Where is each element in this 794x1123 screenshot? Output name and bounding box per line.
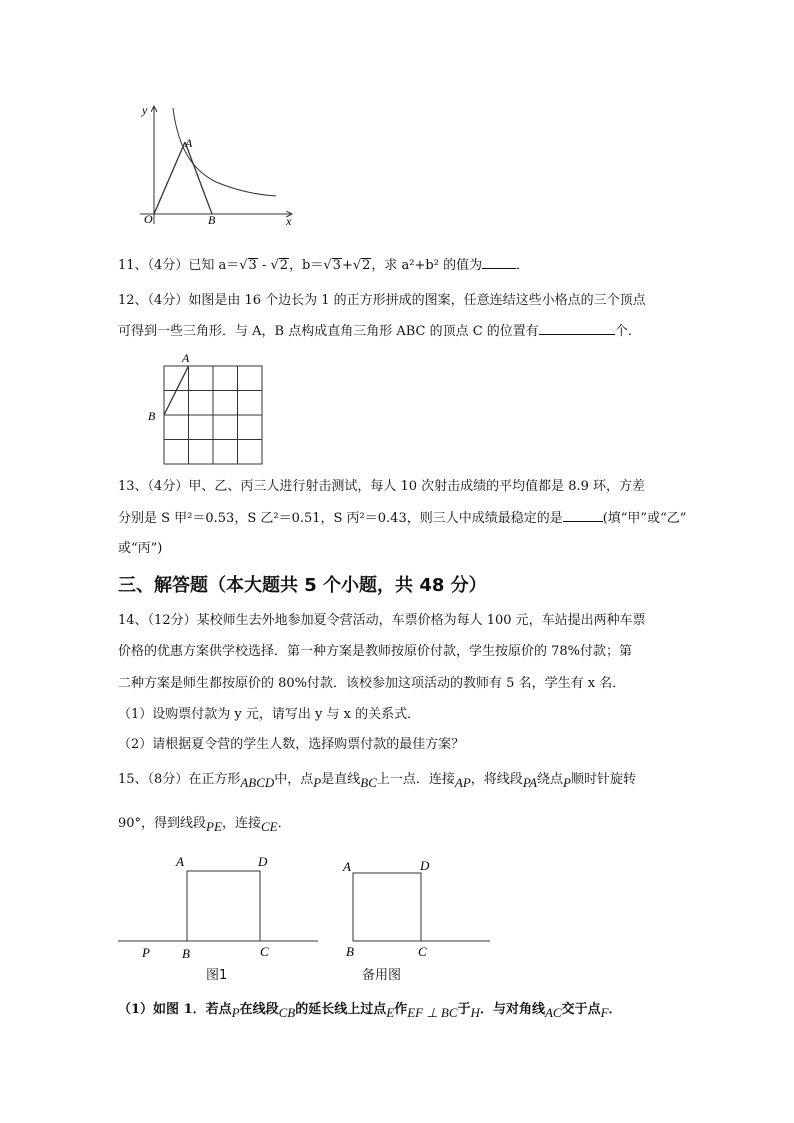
label-a: A (343, 859, 351, 874)
label-a: A (176, 854, 184, 869)
question-15-line1: 15、（8分）在正方形ABCD中，点P是直线BC上一点．连接AP，将线段PA绕点P顺时针旋转 (118, 772, 637, 790)
hyperbola-figure (130, 100, 300, 230)
question-15-line2: 90°，得到线段PE，连接CE． (118, 816, 291, 834)
question-13-line2: 分别是 S 甲²＝0.53，S 乙²＝0.51，S 丙²＝0.43，则三人中成绩最稳定的是 (填“甲”或“乙” (118, 511, 687, 526)
question-15-sub1: （1）如图 1．若点P在线段CB的延长线上过点E作EF ⊥ BC于H．与对角线AC交于点F． (118, 1002, 622, 1020)
label-o: O (144, 212, 153, 226)
label-b: B (346, 944, 354, 959)
label-c: C (418, 944, 427, 959)
label-b: B (208, 213, 216, 227)
question-14-line3: 二种方案是师生都按原价的 80%付款．该校参加这项活动的教师有 5 名，学生有 x 名． (118, 676, 626, 691)
label-a: A (182, 351, 190, 365)
label-p: P (142, 945, 150, 960)
grid-figure (140, 348, 270, 470)
label-d: D (420, 858, 430, 873)
label-b: B (182, 946, 190, 961)
sqrt-symbol: √ (323, 258, 332, 273)
question-11: 11、（4分）已知 a＝√3 - √2，b＝√3+√2，求 a²+b² 的值为 ． (118, 258, 530, 273)
answer-blank[interactable] (482, 256, 516, 269)
square-abcd (353, 873, 421, 941)
answer-blank[interactable] (563, 509, 603, 522)
question-12-line1: 12、（4分）如图是由 16 个边长为 1 的正方形拼成的图案，任意连结这些小格点的三个顶点 (118, 293, 646, 308)
label-y: y (142, 103, 148, 117)
square-abcd (187, 871, 260, 941)
segment-ab (185, 142, 212, 214)
figure-1-caption: 图1 (206, 968, 228, 983)
section-3-title: 三、解答题（本大题共 5 个小题，共 48 分） (118, 575, 487, 596)
answer-blank[interactable] (539, 322, 615, 335)
question-14-line2: 价格的优惠方案供学校选择．第一种方案是教师按原价付款，学生按原价的 78%付款；第 (118, 644, 633, 659)
question-12-line2: 可得到一些三角形．与 A，B 点构成直角三角形 ABC 的顶点 C 的位置有 个． (118, 324, 641, 339)
square-figure-1 (118, 850, 318, 965)
label-b: B (148, 409, 156, 423)
sqrt-symbol: √ (270, 258, 279, 273)
question-14-sub2: （2）请根据夏令营的学生人数，选择购票付款的最佳方案？ (118, 737, 465, 752)
backup-figure-caption: 备用图 (362, 968, 402, 983)
sqrt-symbol: √ (239, 258, 248, 273)
question-14-line1: 14、（12分）某校师生去外地参加夏令营活动，车票价格为每人 100 元，车站提出两种车票 (118, 613, 646, 628)
label-a: A (185, 136, 193, 150)
label-d: D (258, 854, 268, 869)
question-13-line1: 13、（4分）甲、乙、丙三人进行射击测试，每人 10 次射击成绩的平均值都是 8.9 环，方差 (118, 479, 646, 494)
square-figure-backup (338, 852, 493, 965)
label-x: x (286, 214, 292, 228)
label-c: C (260, 944, 269, 959)
question-13-line3: 或“丙”) (118, 541, 163, 556)
segment-oa (154, 142, 185, 214)
sqrt-symbol: √ (352, 258, 362, 273)
question-14-sub1: （1）设购票付款为 y 元，请写出 y 与 x 的关系式． (118, 707, 421, 722)
